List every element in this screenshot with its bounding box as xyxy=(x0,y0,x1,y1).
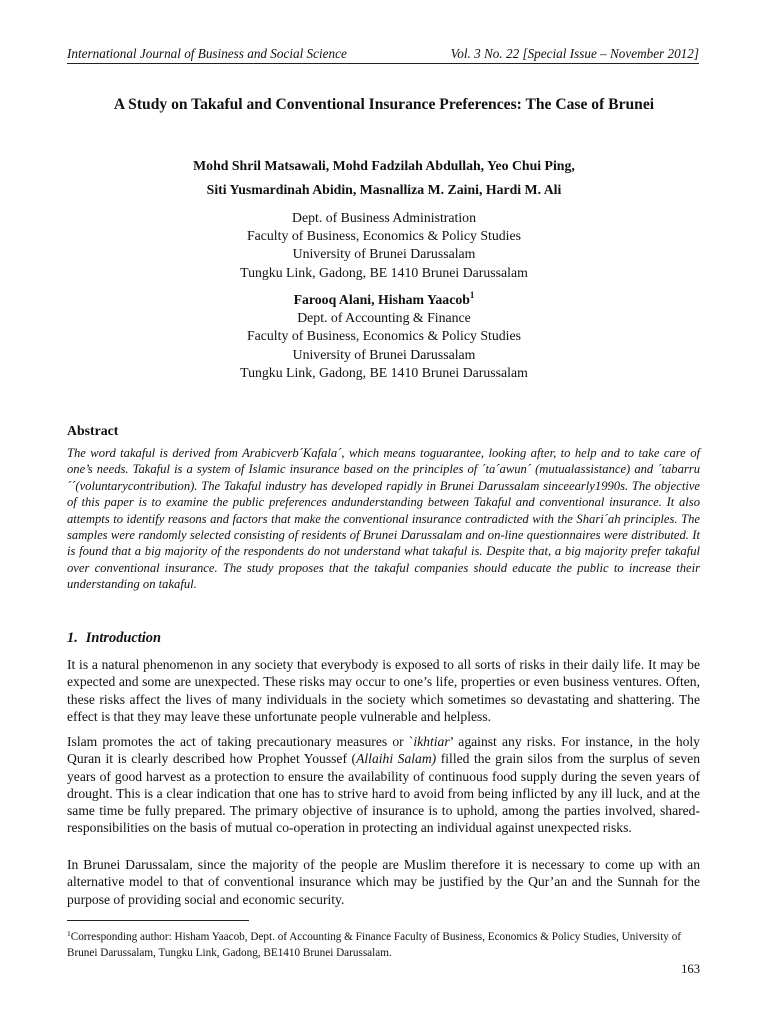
intro-paragraph-2 xyxy=(67,733,700,837)
paper-title: A Study on Takaful and Conventional Insurance Preferences: The Case of Brunei xyxy=(113,96,655,113)
aff1-address: Tungku Link, Gadong, BE 1410 Brunei Darussalam xyxy=(240,264,528,280)
p2-text-b: ’ against any risks. For instance, in the holy Quran it is clearly described how Prophet Youssef ( xyxy=(67,734,700,767)
header-rule xyxy=(67,63,699,64)
aff2-faculty: Faculty of Business, Economics & Policy Studies xyxy=(246,328,521,344)
affiliation-1 xyxy=(0,209,768,282)
p2-allaihi-salam: Allaihi Salam) xyxy=(356,751,437,767)
p2-text-c: filled the grain silos from the surplus of seven years of good harvest as a protection to ensure the availability of continuous food supply during the seven years of drought. This is a clear indication that one has to strive hard to avoid from being inflicted by any ill luck, and at the same time be fully prepared. The primary objective of insurance is to uphold, among the parties involved, shared-responsibilities on the basis of mutual co-operation in protecting an individual against unexpected risks. xyxy=(67,751,701,836)
footnote-ref[interactable]: 1 xyxy=(469,290,475,300)
aff2-authors-line xyxy=(0,291,768,309)
footnote xyxy=(67,930,700,961)
aff1-university: University of Brunei Darussalam xyxy=(292,246,476,262)
aff2-university: University of Brunei Darussalam xyxy=(292,346,476,362)
footnote-rule xyxy=(67,920,249,921)
aff2-address: Tungku Link, Gadong, BE 1410 Brunei Darussalam xyxy=(240,364,528,380)
abstract-heading: Abstract xyxy=(67,423,119,438)
p2-text-a: Islam promotes the act of taking precautionary measures or ` xyxy=(67,734,414,749)
author-line-2: Siti Yusmardinah Abidin, Masnalliza M. Zaini, Hardi M. Ali xyxy=(206,182,562,197)
page-number: 163 xyxy=(681,962,700,976)
affiliation-2 xyxy=(0,291,768,382)
intro-paragraph-1: It is a natural phenomenon in any society that everybody is exposed to all sorts of risks in their daily life. It may be expected and some are unexpected. These risks may occur to one’s life, properties or even business ventures. Often, these risks affect the lives of many individuals in the society which sometimes so devastating and shattering. The effect is that they may leave these unfortunate people vulnerable and helpless. xyxy=(67,657,700,724)
author-line-1: Mohd Shril Matsawali, Mohd Fadzilah Abdullah, Yeo Chui Ping, xyxy=(193,158,575,173)
section-heading xyxy=(67,630,161,647)
running-header xyxy=(67,46,699,62)
p2-ikhtiar: ikhtiar xyxy=(413,734,450,749)
footnote-text: Corresponding author: Hisham Yaacob, Dept. of Accounting & Finance Faculty of Business, Economics & Policy Studies, University of Brunei Darussalam, Tungku Link, Gadong, BE1410 Brunei Darussalam. xyxy=(67,931,682,959)
aff2-authors: Farooq Alani, Hisham Yaacob xyxy=(293,292,470,307)
issue-info: Vol. 3 No. 22 [Special Issue – November 2012] xyxy=(450,46,699,61)
aff2-dept: Dept. of Accounting & Finance xyxy=(297,310,471,326)
footnote-mark: 1 xyxy=(67,929,71,938)
section-title: Introduction xyxy=(85,630,161,646)
aff1-faculty: Faculty of Business, Economics & Policy Studies xyxy=(246,228,521,244)
author-list xyxy=(0,154,768,202)
aff1-dept: Dept. of Business Administration xyxy=(292,210,476,225)
journal-name: International Journal of Business and Social Science xyxy=(67,46,347,61)
abstract-body: The word takaful is derived from Arabicverb´Kafala´, which means toguarantee, looking after, to help and to take care of one’s needs. Takaful is a system of Islamic insurance based on the principles of ´ta´awun´ (mutualassistance) and ´tabarru´´(voluntarycontribution). The Takaful industry has developed rapidly in Brunei Darussalam sinceearly1990s. The objective of this paper is to examine the public preferences andunderstanding between Takaful and conventional insurance. It also attempts to identify reasons and factors that make the conventional insurance contradicted with the Shari´ah principles. The samples were randomly selected consisting of residents of Brunei Darussalam and on-line questionnaires were distributed. It is found that a big majority of the respondents do not understand what takaful is. Despite that, a big majority prefer takaful over conventional insurance. The study proposes that the takaful companies should educate the public to increase their understanding on takaful. xyxy=(67,446,700,592)
intro-paragraph-3: In Brunei Darussalam, since the majority of the people are Muslim therefore it is necessary to come up with an alternative model to that of conventional insurance which may be justified by the Qur’an and the Sunnah for the purpose of providing social and economic security. xyxy=(67,857,700,907)
section-number: 1. xyxy=(67,630,78,646)
